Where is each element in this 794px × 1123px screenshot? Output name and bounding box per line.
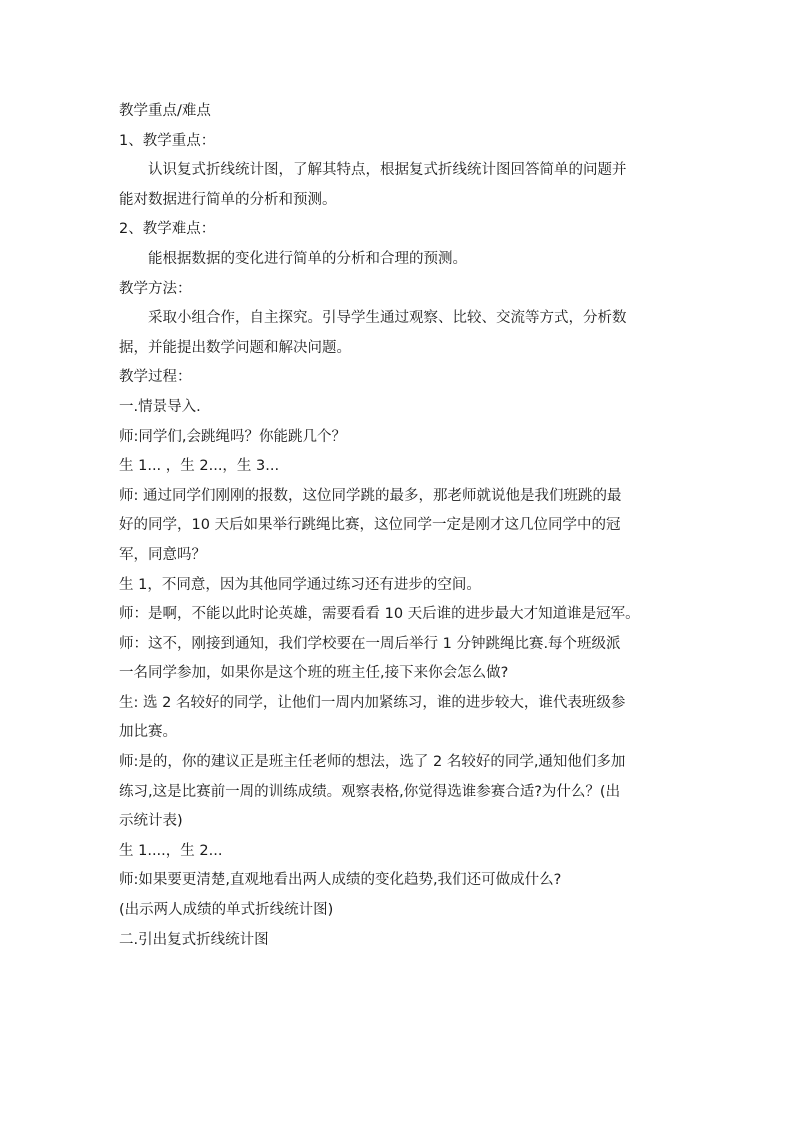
text-line: 教学重点/难点 — [119, 103, 211, 119]
text-line: 示统计表) — [119, 813, 183, 830]
text-line: 认识复式折线统计图，了解其特点，根据复式折线统计图回答简单的问题并 — [148, 162, 627, 179]
text-line: 教学方法： — [119, 280, 192, 297]
text-line: 一.情景导入. — [119, 398, 201, 415]
text-line: 好的同学，10 天后如果举行跳绳比赛，这位同学一定是刚才这几位同学中的冠 — [119, 517, 621, 534]
text-line: 军，同意吗？ — [119, 546, 206, 563]
text-line: 生 1....，生 2... — [119, 842, 223, 859]
text-line: 2、教学难点： — [119, 221, 216, 238]
text-line: 师: 通过同学们刚刚的报数，这位同学跳的最多，那老师就说他是我们班跳的最 — [119, 487, 622, 504]
text-line: 生 1，不同意，因为其他同学通过练习还有进步的空间。 — [119, 576, 481, 593]
text-line: 师:如果要更清楚,直观地看出两人成绩的变化趋势,我们还可做成什么? — [119, 872, 562, 889]
text-line: 练习,这是比赛前一周的训练成绩。观察表格,你觉得选谁参赛合适?为什么？(出 — [119, 783, 621, 800]
text-line: 加比赛。 — [119, 724, 177, 741]
text-line: 能对数据进行简单的分析和预测。 — [119, 191, 337, 208]
text-line: 师:同学们,会跳绳吗？你能跳几个？ — [119, 428, 346, 445]
text-line: 生 1... ，生 2...，生 3... — [119, 458, 280, 475]
document-body — [119, 97, 681, 955]
text-line: 采取小组合作，自主探究。引导学生通过观察、比较、交流等方式，分析数 — [148, 310, 627, 327]
text-line: 二.引出复式折线统计图 — [119, 931, 269, 948]
text-line: 师:是的，你的建议正是班主任老师的想法，选了 2 名较好的同学,通知他们多加 — [119, 754, 626, 771]
text-line: 能根据数据的变化进行简单的分析和合理的预测。 — [148, 250, 467, 267]
text-line: (出示两人成绩的单式折线统计图) — [119, 902, 334, 919]
text-line: 一名同学参加，如果你是这个班的班主任,接下来你会怎么做? — [119, 665, 509, 682]
text-line: 师：这不，刚接到通知，我们学校要在一周后举行 1 分钟跳绳比赛.每个班级派 — [119, 635, 621, 652]
text-line: 教学过程： — [119, 369, 192, 386]
text-line: 1、教学重点： — [119, 132, 216, 149]
text-line: 据，并能提出数学问题和解决问题。 — [119, 339, 351, 356]
text-line: 生: 选 2 名较好的同学，让他们一周内加紧练习，谁的进步较大，谁代表班级参 — [119, 694, 626, 711]
text-line: 师：是啊，不能以此时论英雄，需要看看 10 天后谁的进步最大才知道谁是冠军。 — [119, 606, 640, 623]
